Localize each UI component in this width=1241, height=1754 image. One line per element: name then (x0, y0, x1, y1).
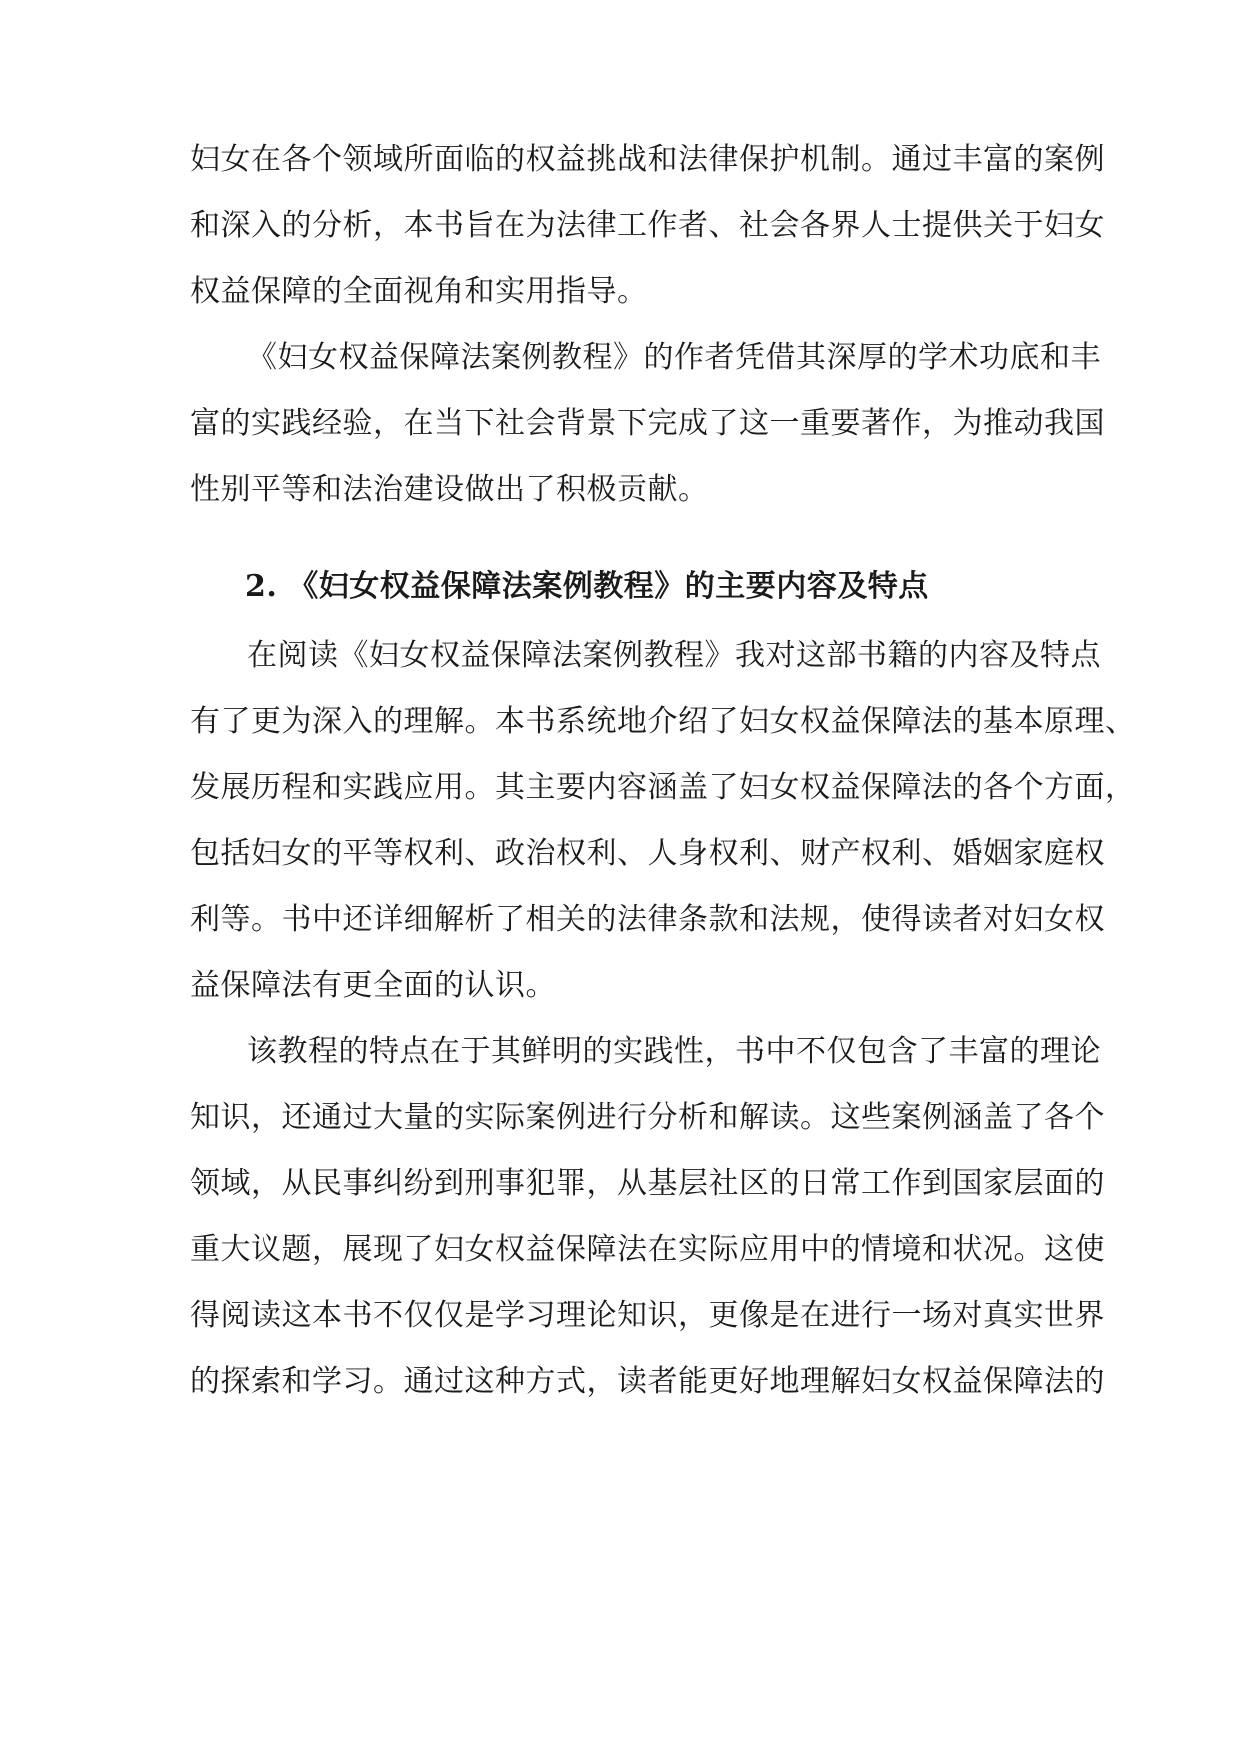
paragraph-line: 的探索和学习。通过这种方式，读者能更好地理解妇女权益保障法的 (190, 1364, 1105, 1399)
paragraph-line: 和深入的分析，本书旨在为法律工作者、社会各界人士提供关于妇女 (190, 208, 1105, 243)
paragraph-line: 有了更为深入的理解。本书系统地介绍了妇女权益保障法的基本原理、 (190, 704, 1136, 739)
paragraph-line: 在阅读《妇女权益保障法案例教程》我对这部书籍的内容及特点 (247, 638, 1101, 673)
paragraph-line: 该教程的特点在于其鲜明的实践性，书中不仅包含了丰富的理论 (247, 1034, 1101, 1069)
paragraph-line: 知识，还通过大量的实际案例进行分析和解读。这些案例涵盖了各个 (190, 1100, 1105, 1135)
paragraph-line: 发展历程和实践应用。其主要内容涵盖了妇女权益保障法的各个方面， (190, 770, 1136, 805)
paragraph-line: 妇女在各个领域所面临的权益挑战和法律保护机制。通过丰富的案例 (190, 142, 1105, 177)
paragraph-line: 益保障法有更全面的认识。 (190, 968, 556, 1003)
paragraph-line: 包括妇女的平等权利、政治权利、人身权利、财产权利、婚姻家庭权 (190, 836, 1105, 871)
section-heading: 2. 《妇女权益保障法案例教程》的主要内容及特点 (245, 569, 929, 604)
paragraph-line: 富的实践经验，在当下社会背景下完成了这一重要著作，为推动我国 (190, 406, 1105, 441)
paragraph-line: 利等。书中还详细解析了相关的法律条款和法规，使得读者对妇女权 (190, 902, 1105, 937)
paragraph-line: 性别平等和法治建设做出了积极贡献。 (190, 472, 709, 507)
paragraph-line: 重大议题，展现了妇女权益保障法在实际应用中的情境和状况。这使 (190, 1232, 1105, 1267)
paragraph-line: 《妇女权益保障法案例教程》的作者凭借其深厚的学术功底和丰 (247, 340, 1101, 375)
paragraph-line: 权益保障的全面视角和实用指导。 (190, 274, 648, 309)
paragraph-line: 领域，从民事纠纷到刑事犯罪，从基层社区的日常工作到国家层面的 (190, 1166, 1105, 1201)
paragraph-line: 得阅读这本书不仅仅是学习理论知识，更像是在进行一场对真实世界 (190, 1298, 1105, 1333)
